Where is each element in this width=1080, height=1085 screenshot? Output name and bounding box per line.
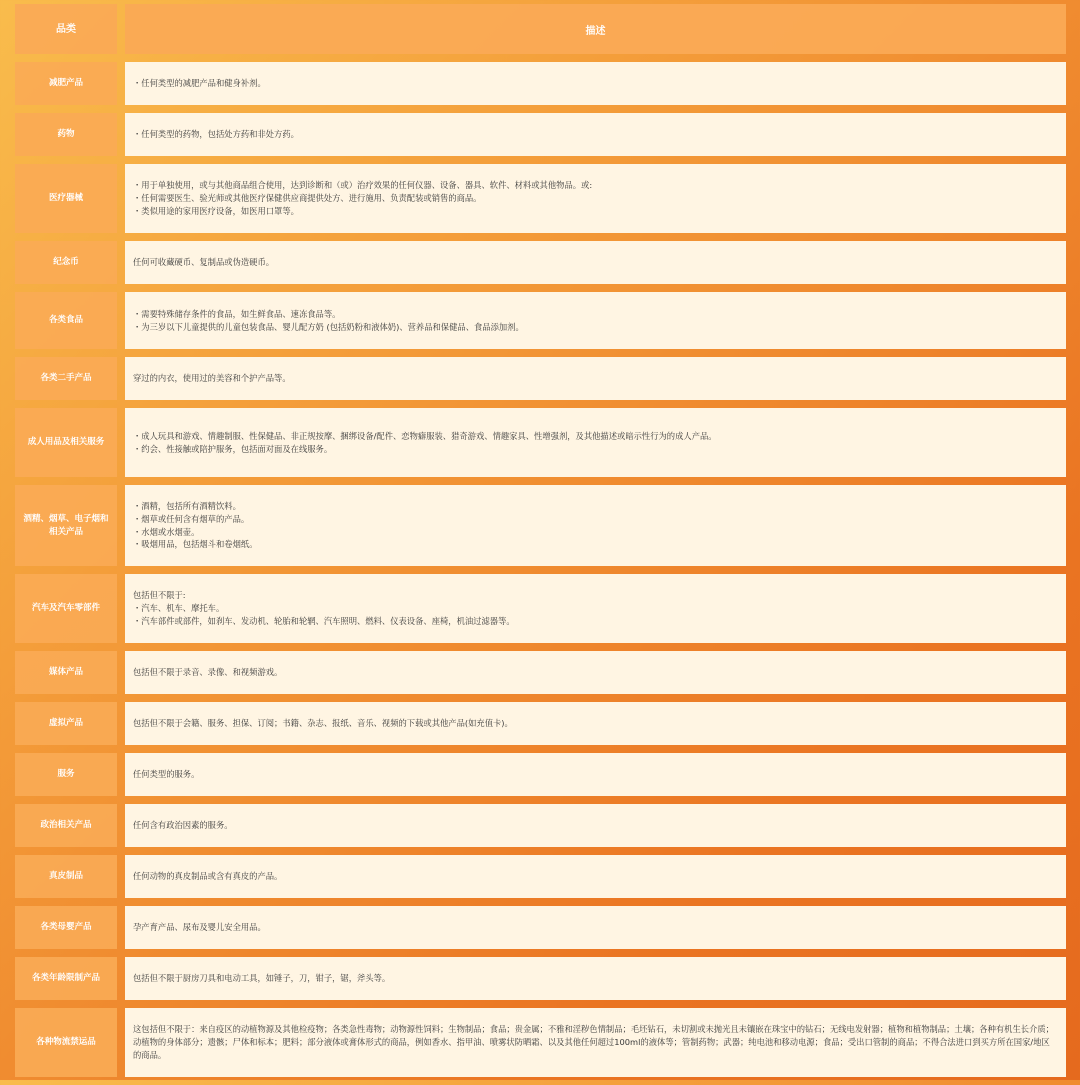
row-category: 各类年龄限制产品 (15, 957, 117, 1000)
row-description (125, 164, 1066, 233)
row-category: 医疗器械 (15, 164, 117, 233)
row-description (125, 292, 1066, 349)
description-line: ・任何类型的药物，包括处方药和非处方药。 (133, 129, 299, 140)
table-row (15, 113, 1066, 156)
row-description (125, 241, 1066, 284)
table-header (15, 4, 1066, 54)
description-line: ・任何需要医生、验光师或其他医疗保健供应商提供处方、进行施用、负责配装或销售的商品。 (133, 193, 482, 204)
row-category: 各类母婴产品 (15, 906, 117, 949)
table-body (15, 62, 1066, 1077)
row-category: 各种物流禁运品 (15, 1008, 117, 1077)
table-row (15, 574, 1066, 643)
row-description (125, 753, 1066, 796)
table-row (15, 241, 1066, 284)
description-line: ・酒精，包括所有酒精饮料。 (133, 501, 241, 512)
row-category: 成人用品及相关服务 (15, 408, 117, 477)
description-line: ・汽车部件或部件，如刹车、发动机、轮胎和轮辋、汽车照明、燃料、仪表设备、座椅，机油过滤器等。 (133, 615, 515, 626)
table-row (15, 164, 1066, 233)
row-description (125, 357, 1066, 400)
description-line: ・约会、性接触或陪护服务，包括面对面及在线服务。 (133, 443, 333, 454)
row-category: 服务 (15, 753, 117, 796)
table-row (15, 292, 1066, 349)
row-description (125, 485, 1066, 566)
description-line: ・烟草或任何含有烟草的产品。 (133, 513, 250, 524)
row-category: 政治相关产品 (15, 804, 117, 847)
table-row (15, 1008, 1066, 1077)
row-category: 减肥产品 (15, 62, 117, 105)
table-row (15, 804, 1066, 847)
restricted-products-table (15, 4, 1066, 1085)
description-line: ・任何类型的减肥产品和健身补剂。 (133, 78, 266, 89)
row-category: 酒精、烟草、电子烟和相关产品 (15, 485, 117, 566)
description-line: ・为三岁以下儿童提供的儿童包装食品、婴儿配方奶 (包括奶粉和液体奶)、营养品和保健品、食品添加剂。 (133, 321, 524, 332)
description-line: ・用于单独使用，或与其他商品组合使用，达到诊断和（或）治疗效果的任何仪器、设备、器具、软件、材料或其他物品。或: (133, 180, 593, 191)
table-row (15, 855, 1066, 898)
description-line: ・类似用途的家用医疗设备，如医用口罩等。 (133, 205, 299, 216)
table-row (15, 651, 1066, 694)
description-line: 包括但不限于: (133, 590, 186, 601)
table-row (15, 702, 1066, 745)
description-line: ・水烟或水烟壶。 (133, 526, 200, 537)
header-description: 描述 (125, 4, 1066, 54)
description-line: 任何含有政治因素的服务。 (133, 820, 233, 831)
table-row (15, 357, 1066, 400)
description-line: ・汽车、机车、摩托车。 (133, 603, 225, 614)
row-description (125, 957, 1066, 1000)
row-description (125, 906, 1066, 949)
description-line: 任何可收藏硬币、复制品或伪造硬币。 (133, 257, 275, 268)
row-description (125, 804, 1066, 847)
row-description (125, 702, 1066, 745)
description-line: 包括但不限于会籍、服务、担保、订阅；书籍、杂志、报纸、音乐、视频的下载或其他产品(如充值卡)。 (133, 718, 513, 729)
row-description (125, 855, 1066, 898)
description-line: 穿过的内衣，使用过的美容和个护产品等。 (133, 373, 291, 384)
description-line: ・需要特殊储存条件的食品，如生鲜食品、速冻食品等。 (133, 308, 341, 319)
description-line: ・吸烟用品，包括烟斗和卷烟纸。 (133, 539, 258, 550)
row-description (125, 574, 1066, 643)
row-category: 各类食品 (15, 292, 117, 349)
description-line: ・成人玩具和游戏、情趣制服、性保健品、非正规按摩、捆绑设备/配件、恋物癖服装、猎奇游戏、情趣家具、性增强剂，及其他描述或暗示性行为的成人产品。 (133, 430, 717, 441)
description-line: 这包括但不限于：来自疫区的动植物源及其他检疫物；各类急性毒物；动物源性饲料；生物制品；食品；贵金属；不雅和淫秽色情制品；毛坯钻石，未切割或未抛光且未镶嵌在珠宝中的钻石；无线电发射器；植物和植物制品；土壤；各种有机生长介质；动植物的身体部分；遗骸；尸体和标本；肥料；部分液体或膏体形式的商品，例如香水、指甲油、喷雾状防晒霜、以及其他任何超过100ml的液体等；管制药物；武器；纯电池和移动电源；食品；受出口管制的商品；不得合法进口到买方所在国家/地区的商品。 (133, 1024, 1054, 1060)
row-category: 虚拟产品 (15, 702, 117, 745)
row-category: 纪念币 (15, 241, 117, 284)
row-description (125, 1008, 1066, 1077)
row-category: 各类二手产品 (15, 357, 117, 400)
description-line: 孕产育产品、尿布及婴儿安全用品。 (133, 922, 266, 933)
description-line: 包括但不限于录音、录像、和视频游戏。 (133, 667, 283, 678)
table-row (15, 753, 1066, 796)
description-line: 任何动物的真皮制品或含有真皮的产品。 (133, 871, 283, 882)
row-category: 真皮制品 (15, 855, 117, 898)
table-row (15, 62, 1066, 105)
table-row (15, 957, 1066, 1000)
description-line: 包括但不限于厨房刀具和电动工具，如锤子，刀，钳子，锯，斧头等。 (133, 973, 391, 984)
table-row (15, 408, 1066, 477)
table-row (15, 485, 1066, 566)
row-description (125, 651, 1066, 694)
table-row (15, 906, 1066, 949)
row-category: 药物 (15, 113, 117, 156)
header-category: 品类 (15, 4, 117, 54)
row-description (125, 408, 1066, 477)
description-line: 任何类型的服务。 (133, 769, 200, 780)
row-category: 媒体产品 (15, 651, 117, 694)
row-category: 汽车及汽车零部件 (15, 574, 117, 643)
row-description (125, 113, 1066, 156)
row-description (125, 62, 1066, 105)
